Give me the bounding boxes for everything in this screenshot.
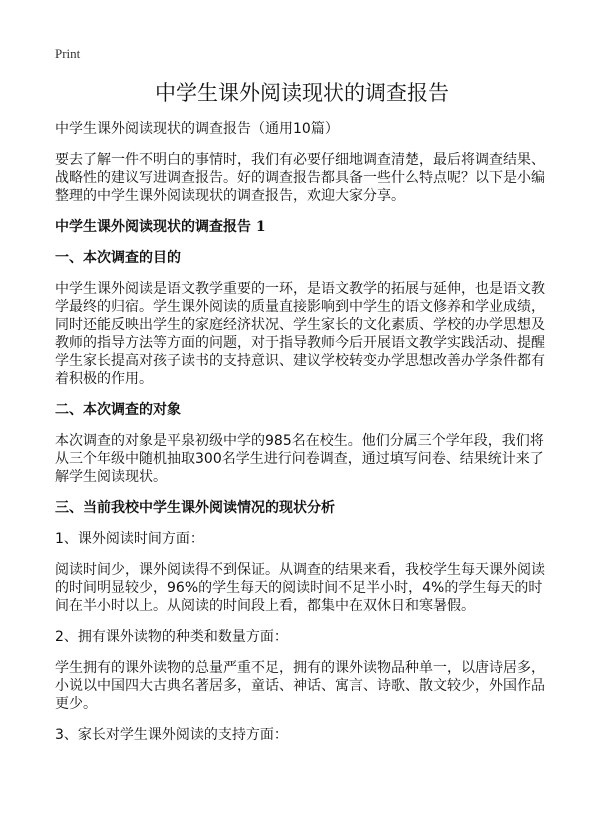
section-heading: 二、本次调查的对象 [55,402,181,418]
section-heading: 三、当前我校中学生课外阅读情况的现状分析 [55,500,335,516]
subtitle: 中学生课外阅读现状的调查报告（通用10篇） [55,121,339,137]
page-title: 中学生课外阅读现状的调查报告 [155,81,449,105]
section-heading: 一、本次调查的目的 [55,250,181,266]
intro-paragraph: 要去了解一件不明白的事情时，我们有必要仔细地调查清楚，最后将调查结果、战略性的建议写进调查报告。好的调查报告都具备一些什么特点呢？以下是小编整理的中学生课外阅读现状的调查报告，欢迎大家分享。 [55,152,545,204]
item-label: 1、课外阅读时间方面： [55,531,204,547]
item-label: 2、拥有课外读物的种类和数量方面： [55,629,288,645]
report-heading: 中学生课外阅读现状的调查报告 1 [55,219,266,235]
print-link[interactable]: Print [55,46,81,61]
document-body [55,78,549,757]
section-paragraph: 中学生课外阅读是语文教学重要的一环，是语文教学的拓展与延伸，也是语文教学最终的归宿。学生课外阅读的质量直接影响到中学生的语文修养和学业成绩，同时还能反映出学生的家庭经济状况、学生家长的文化素质、学校的办学思想及教师的指导方法等方面的问题，对于指导教师今后开展语文教学实践活动、提醒学生家长提高对孩子读书的支持意识、建议学校转变办学思想改善办学条件都有着积极的作用。 [55,281,545,387]
item-paragraph: 学生拥有的课外读物的总量严重不足，拥有的课外读物品种单一，以唐诗居多，小说以中国四大古典名著居多，童话、神话、寓言、诗歌、散文较少，外国作品更少。 [55,660,545,712]
item-paragraph: 阅读时间少，课外阅读得不到保证。从调查的结果来看，我校学生每天课外阅读的时间明显较少，96%的学生每天的阅读时间不足半小时，4%的学生每天的时间在半小时以上。从阅读的时间段上看，都集中在双休日和寒暑假。 [55,562,545,614]
item-label: 3、家长对学生课外阅读的支持方面： [55,727,288,743]
section-paragraph: 本次调查的对象是平泉初级中学的985名在校生。他们分属三个学年段，我们将从三个年级中随机抽取300名学生进行问卷调查，通过填写问卷、结果统计来了解学生阅读现状。 [55,433,544,485]
